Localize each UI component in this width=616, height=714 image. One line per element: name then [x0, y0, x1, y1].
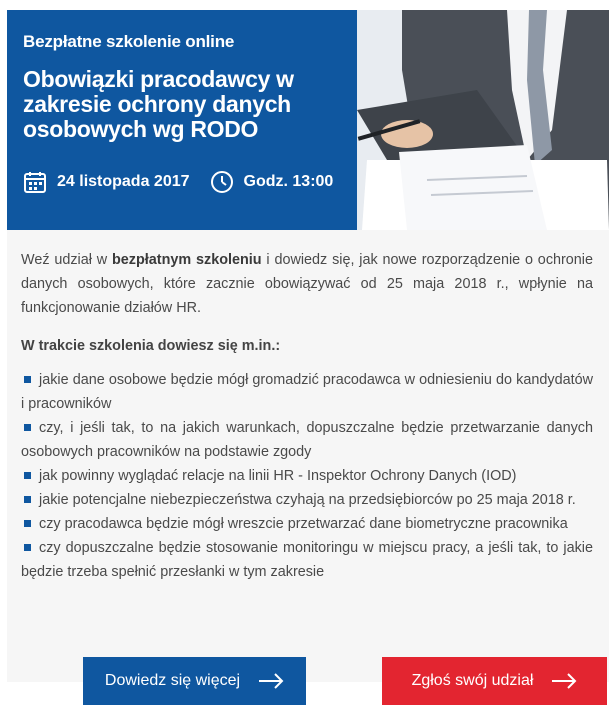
clock-icon [210, 170, 234, 194]
list-item [21, 512, 593, 536]
event-kicker: Bezpłatne szkolenie online [23, 32, 235, 51]
event-banner [7, 10, 357, 230]
learn-more-button[interactable] [83, 657, 306, 705]
calendar-icon [23, 170, 47, 194]
intro-text-start: Weź udział w [21, 252, 113, 268]
arrow-right-icon [551, 673, 577, 689]
event-date: 24 listopada 2017 [57, 173, 190, 190]
register-button[interactable] [382, 657, 607, 705]
event-description [21, 248, 593, 584]
event-meta [23, 170, 333, 194]
intro-highlight: bezpłatnym szkoleniu [112, 252, 262, 268]
list-item-text: jakie potencjalne niebezpieczeństwa czyhają na przedsiębiorców po 25 maja 2018 r. [39, 492, 576, 508]
list-item [21, 368, 593, 416]
bullet-icon [24, 472, 31, 479]
bullet-icon [24, 424, 31, 431]
list-item-text: jak powinny wyglądać relacje na linii HR - Inspektor Ochrony Danych (IOD) [39, 468, 517, 484]
bullet-icon [24, 496, 31, 503]
arrow-right-icon [258, 673, 284, 689]
event-time: Godz. 13:00 [243, 173, 334, 190]
list-item [21, 416, 593, 464]
bullet-icon [24, 544, 31, 551]
learn-more-label: Dowiedz się więcej [104, 672, 241, 689]
list-item-text: jakie dane osobowe będzie mógł gromadzić pracodawca w odniesieniu do kandydatów i pracowników [21, 372, 593, 412]
bullet-icon [24, 376, 31, 383]
event-title: Obowiązki pracodawcy w zakresie ochrony danych osobowych wg RODO [23, 66, 294, 142]
bullet-icon [24, 520, 31, 527]
register-label: Zgłoś swój udział [411, 672, 534, 689]
list-item [21, 464, 593, 488]
topics-list [21, 368, 593, 584]
list-item-text: czy pracodawca będzie mógł wreszcie przetwarzać dane biometryczne pracownika [39, 516, 568, 532]
intro-paragraph [21, 248, 593, 320]
list-item-text: czy dopuszczalne będzie stosowanie monitoringu w miejscu pracy, a jeśli tak, to jakie będzie trzeba spełnić przesłanki w tym zakresie [21, 540, 593, 580]
topics-heading: W trakcie szkolenia dowiesz się m.in.: [21, 338, 281, 354]
intro-text-end: i dowiedz się, jak nowe rozporządzenie o ochronie danych osobowych, które zacznie obowiązywać od 25 maja 2018 r., wpłynie na funkcjonowanie działów HR. [21, 252, 594, 316]
list-item-text: czy, i jeśli tak, to na jakich warunkach, dopuszczalne będzie przetwarzanie danych osobowych pracowników na podstawie zgody [21, 420, 593, 460]
list-item [21, 536, 593, 584]
list-item [21, 488, 593, 512]
